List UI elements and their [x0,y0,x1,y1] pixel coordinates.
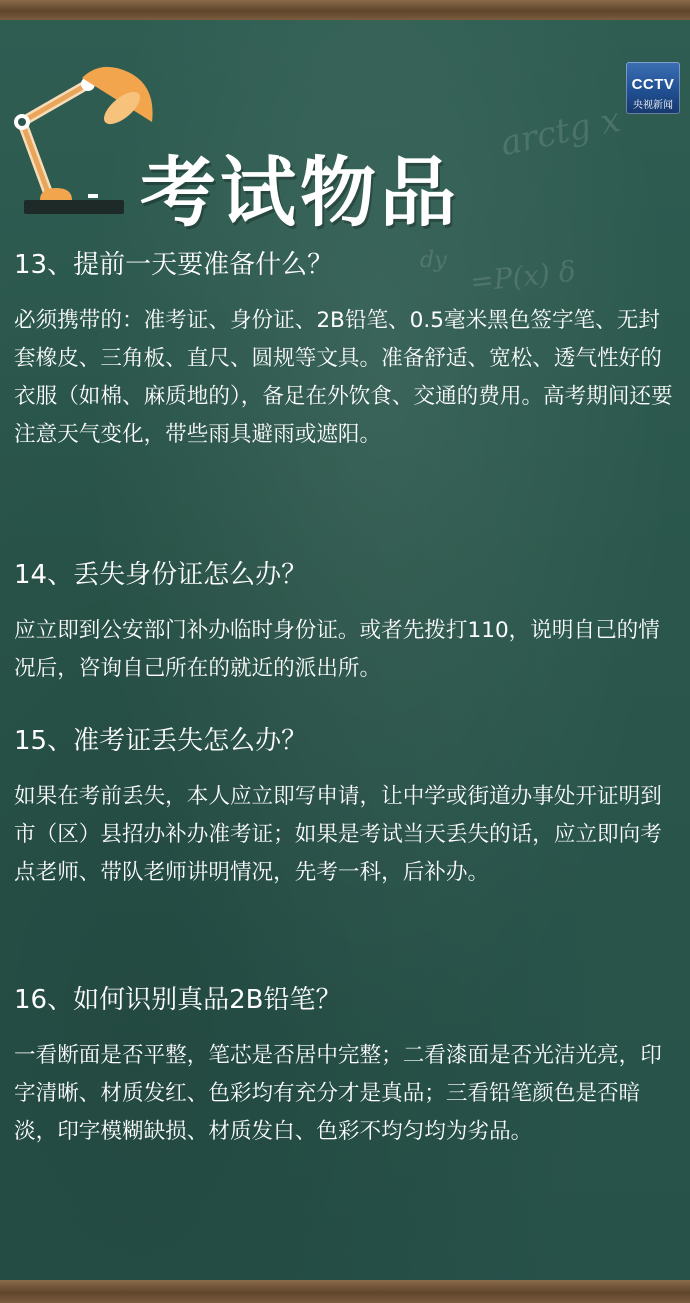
cctv-news-logo [626,62,680,114]
page-title: 考试物品 [140,148,460,237]
answer-text: 必须携带的：准考证、身份证、2B铅笔、0.5毫米黑色签字笔、无封套橡皮、三角板、直尺、圆规等文具。准备舒适、宽松、透气性好的衣服（如棉、麻质地的），备足在外饮食、交通的费用。高考期间还要注意天气变化，带些雨具避雨或遮阳。 [14,308,673,447]
chalk-formula-dy: dy [420,248,447,273]
question-heading: 15、准考证丢失怎么办？ [14,726,308,756]
question-heading: 13、提前一天要准备什么？ [14,250,334,280]
chalkboard [0,20,690,1280]
chalk-formula-p: =P(x) δ [468,254,578,299]
desk-lamp-icon [10,60,160,220]
qa-item-15 [14,724,676,892]
wood-frame-top [0,0,690,20]
logo-mark: CCTV [631,76,675,93]
qa-item-14 [14,558,676,688]
answer-text: 如果在考前丢失，本人应立即写申请，让中学或街道办事处开证明到市（区）县招办补办准考证；如果是考试当天丢失的话，应立即向考点老师、带队老师讲明情况，先考一科，后补办。 [14,784,662,885]
question-heading: 14、丢失身份证怎么办？ [14,560,308,590]
answer-text: 应立即到公安部门补办临时身份证。或者先拨打110，说明自己的情况后，咨询自己所在的就近的派出所。 [14,618,660,681]
wood-frame-bottom [0,1280,690,1303]
question-heading: 16、如何识别真品2B铅笔？ [14,985,342,1015]
lamp-base [24,200,124,214]
chalk-formula-arctg: arctg x [497,99,624,165]
logo-subtitle: 央视新闻 [633,100,673,111]
qa-item-16 [14,983,676,1151]
qa-item-13 [14,248,676,454]
lamp-arm [22,84,88,198]
answer-text: 一看断面是否平整，笔芯是否居中完整；二看漆面是否光洁光亮，印字清晰、材质发红、色彩均有充分才是真品；三看铅笔颜色是否暗淡，印字模糊缺损、材质发白、色彩不均匀均为劣品。 [14,1043,662,1144]
